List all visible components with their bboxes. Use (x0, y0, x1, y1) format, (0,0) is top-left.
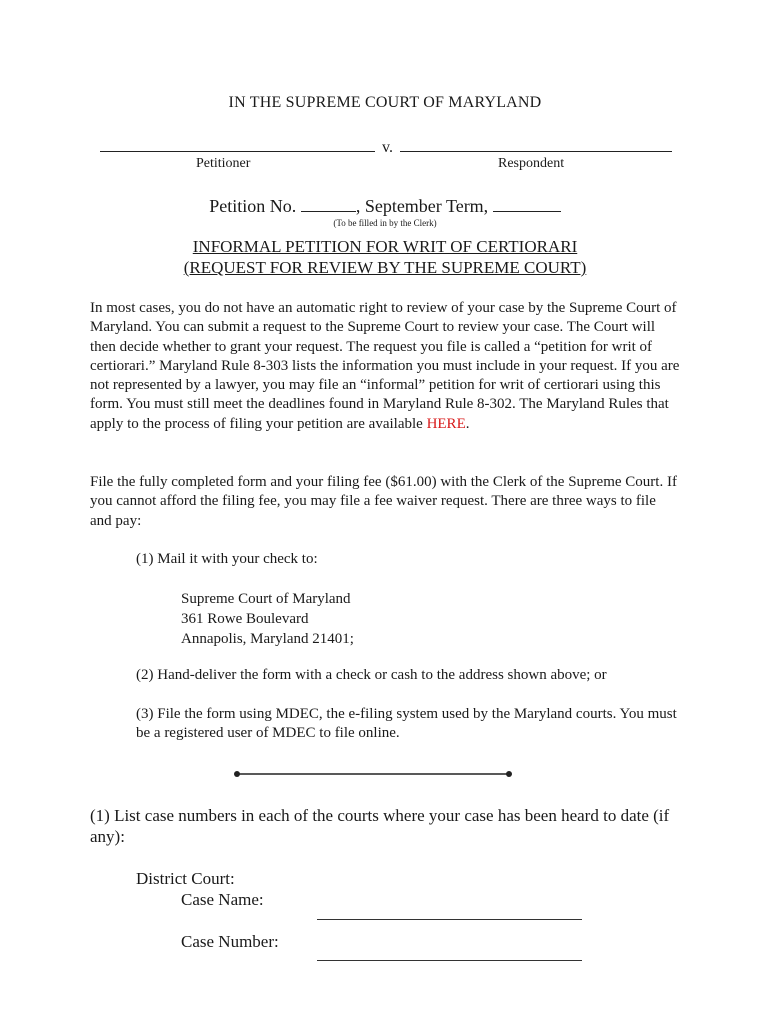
district-court-label: District Court: (136, 869, 235, 888)
mailing-address (181, 589, 354, 649)
section-divider (233, 768, 513, 780)
term-label: , September Term, (355, 196, 489, 216)
address-line3: Annapolis, Maryland 21401; (181, 631, 354, 647)
clerk-note: (To be filled in by the Clerk) (333, 218, 437, 228)
respondent-field[interactable] (400, 137, 672, 152)
case-number-field[interactable] (317, 948, 582, 966)
petition-number-line (0, 196, 770, 217)
filing-paragraph: File the fully completed form and your filing fee ($61.00) with the Clerk of the Supreme Court. If you cannot afford the filing fee, you may file a fee waiver request. There are three ways to file and pay: (90, 474, 677, 529)
intro-paragraph (90, 299, 680, 434)
petition-no-label: Petition No. (209, 196, 297, 216)
form-title-line1: INFORMAL PETITION FOR WRIT OF CERTIORARI (192, 237, 578, 256)
case-name-field[interactable] (317, 907, 582, 925)
respondent-label: Respondent (498, 156, 565, 171)
form-title-line2: (REQUEST FOR REVIEW BY THE SUPREME COURT) (183, 258, 587, 277)
petitioner-field[interactable] (100, 137, 375, 152)
option-mail: (1) Mail it with your check to: (136, 551, 318, 567)
option-hand-deliver: (2) Hand-deliver the form with a check or cash to the address shown above; or (136, 667, 607, 683)
intro-text: In most cases, you do not have an automatic right to review of your case by the Supreme Court of Maryland. You can submit a request to the Supreme Court to review your case. The Court will then decide whether to grant your request. The request you file is called a “petition for writ of certiorari.” Maryland Rule 8-303 lists the information you must include in your request. If you are not represented by a lawyer, you may file an “informal” petition for writ of certiorari using this form. You must still meet the deadlines found in Maryland Rule 8-302. The Maryland Rules that apply to the process of filing your petition are available (90, 300, 680, 432)
option-mdec: (3) File the form using MDEC, the e-filing system used by the Maryland courts. You must be a registered user of MDEC to file online. (136, 706, 677, 742)
court-heading: IN THE SUPREME COURT OF MARYLAND (228, 94, 542, 111)
versus-text: v. (382, 139, 393, 156)
address-line1: Supreme Court of Maryland (181, 591, 351, 607)
case-name-label: Case Name: (181, 890, 264, 909)
caption-line (100, 137, 672, 157)
question-1: (1) List case numbers in each of the courts where your case has been heard to date (if any): (90, 806, 670, 846)
petition-no-field[interactable] (301, 196, 356, 212)
case-number-label: Case Number: (181, 932, 279, 951)
term-year-field[interactable] (493, 196, 561, 212)
petitioner-label: Petitioner (196, 156, 251, 171)
address-line2: 361 Rowe Boulevard (181, 611, 309, 627)
rules-link[interactable]: HERE (426, 415, 466, 432)
intro-end: . (465, 415, 470, 432)
